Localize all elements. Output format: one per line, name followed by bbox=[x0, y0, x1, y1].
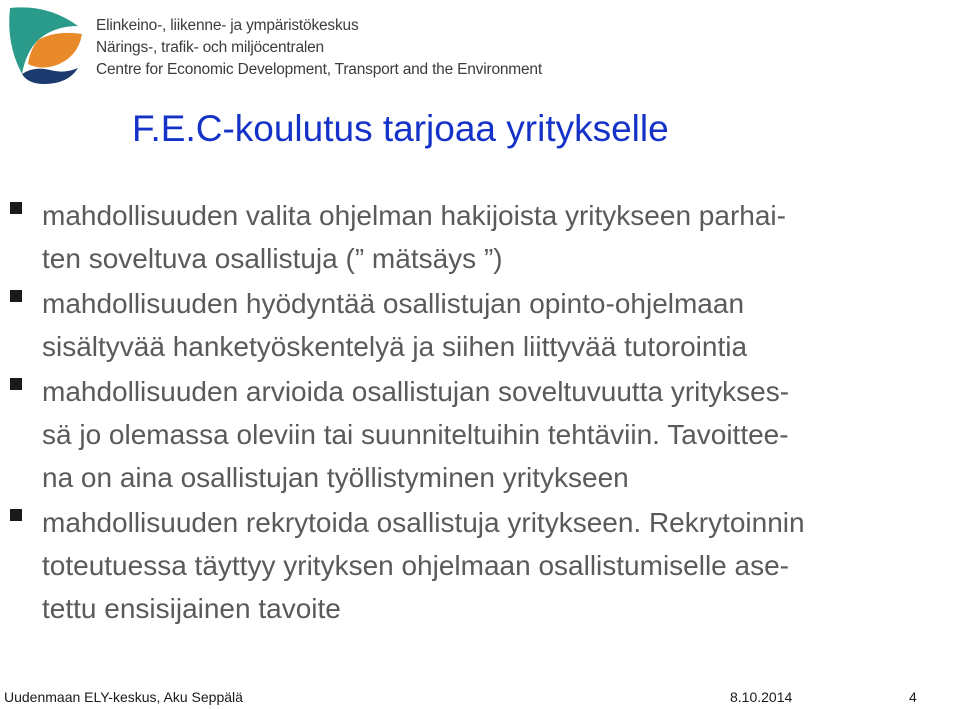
bullet-text-line: sä jo olemassa oleviin tai suunniteltuihin tehtäviin. Tavoittee- bbox=[42, 419, 789, 450]
square-bullet-icon bbox=[10, 509, 22, 521]
org-name-swedish: Närings-, trafik- och miljöcentralen bbox=[96, 39, 324, 56]
bullet-text-line: mahdollisuuden hyödyntää osallistujan opinto-ohjelmaan bbox=[42, 288, 745, 319]
bullet-text-line: ten soveltuva osallistuja (” mätsäys ”) bbox=[42, 243, 503, 274]
org-name-english: Centre for Economic Development, Transport and the Environment bbox=[96, 61, 542, 78]
ely-logo-icon bbox=[4, 4, 84, 84]
bullet-item bbox=[0, 282, 960, 368]
organization-name bbox=[96, 15, 542, 81]
org-name-finnish: Elinkeino-, liikenne- ja ympäristökeskus bbox=[96, 17, 359, 34]
footer-date: 8.10.2014 bbox=[730, 689, 793, 705]
bullet-text-line: toteutuessa täyttyy yrityksen ohjelmaan osallistumiselle ase- bbox=[42, 550, 790, 581]
bullet-text-line: na on aina osallistujan työllistyminen yritykseen bbox=[42, 462, 629, 493]
bullet-list bbox=[0, 194, 960, 632]
bullet-text-line: sisältyvää hanketyöskentelyä ja siihen liittyvää tutorointia bbox=[42, 331, 748, 362]
square-bullet-icon bbox=[10, 378, 22, 390]
slide-title: F.E.C-koulutus tarjoaa yritykselle bbox=[132, 108, 669, 149]
square-bullet-icon bbox=[10, 202, 22, 214]
footer-author: Uudenmaan ELY-keskus, Aku Seppälä bbox=[4, 689, 243, 705]
bullet-text-line: tettu ensisijainen tavoite bbox=[42, 593, 341, 624]
bullet-item bbox=[0, 370, 960, 499]
bullet-text-line: mahdollisuuden arvioida osallistujan soveltuvuutta yritykses- bbox=[42, 376, 790, 407]
bullet-text-line: mahdollisuuden rekrytoida osallistuja yritykseen. Rekrytoinnin bbox=[42, 507, 805, 538]
square-bullet-icon bbox=[10, 290, 22, 302]
bullet-item bbox=[0, 194, 960, 280]
slide-header bbox=[0, 0, 960, 90]
page-number: 4 bbox=[909, 689, 917, 705]
bullet-text-line: mahdollisuuden valita ohjelman hakijoista yritykseen parhai- bbox=[42, 200, 786, 231]
bullet-item bbox=[0, 501, 960, 630]
